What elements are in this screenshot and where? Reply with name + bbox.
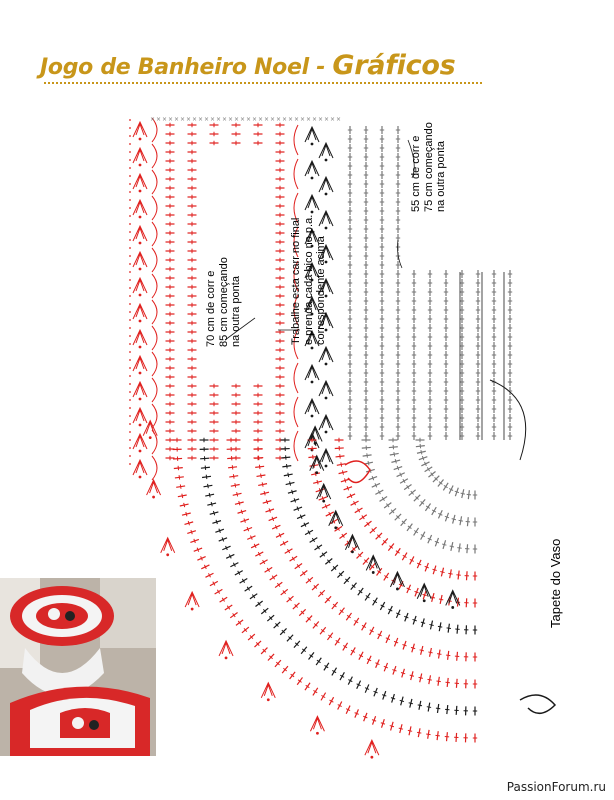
svg-text:×: × <box>258 116 264 123</box>
product-photo <box>0 578 156 756</box>
svg-text:×: × <box>222 116 228 123</box>
note-middle-line-3: correspondente acima <box>315 236 327 345</box>
note-left-line-1: 70 cm de corr e <box>205 270 217 347</box>
fan-section <box>143 421 477 759</box>
title-main: Jogo de Banheiro Noel - <box>40 55 333 80</box>
svg-text:×: × <box>312 116 318 123</box>
note-left-line-3: na outra ponta <box>230 276 242 347</box>
title-graficos: Gráficos <box>332 50 456 81</box>
svg-text:×: × <box>318 116 324 123</box>
svg-text:×: × <box>156 116 162 123</box>
svg-text:×: × <box>162 116 168 123</box>
svg-text:×: × <box>216 116 222 123</box>
svg-text:×: × <box>252 116 258 123</box>
svg-text:×: × <box>204 116 210 123</box>
svg-text:×: × <box>264 116 270 123</box>
svg-text:×: × <box>168 116 174 123</box>
note-left <box>205 257 243 347</box>
note-middle-line-1: Trabalhe esta carr no final <box>290 217 302 345</box>
note-middle <box>290 215 328 345</box>
note-right-line-1: 55 cm de corr e <box>410 135 422 212</box>
svg-text:×: × <box>210 116 216 123</box>
svg-text:×: × <box>198 116 204 123</box>
svg-text:×: × <box>276 116 282 123</box>
svg-text:×: × <box>330 116 336 123</box>
svg-text:×: × <box>282 116 288 123</box>
svg-text:×: × <box>180 116 186 123</box>
svg-text:×: × <box>150 116 156 123</box>
svg-text:×: × <box>336 116 342 123</box>
label-tapete-do-vaso: Tapete do Vaso <box>548 538 563 628</box>
note-right-line-3: na outra ponta <box>435 141 447 212</box>
note-right <box>410 122 448 212</box>
svg-text:×: × <box>228 116 234 123</box>
svg-text:×: × <box>288 116 294 123</box>
note-left-line-2: 85 cm começando <box>217 257 230 347</box>
svg-text:×: × <box>174 116 180 123</box>
svg-text:×: × <box>240 116 246 123</box>
watermark: PassionForum.ru <box>506 780 606 794</box>
svg-text:×: × <box>300 116 306 123</box>
svg-text:×: × <box>294 116 300 123</box>
svg-text:×: × <box>270 116 276 123</box>
svg-text:×: × <box>192 116 198 123</box>
svg-text:×: × <box>186 116 192 123</box>
svg-text:×: × <box>324 116 330 123</box>
note-right-line-2: 75 cm começando <box>422 122 435 212</box>
svg-text:×: × <box>306 116 312 123</box>
note-middle-line-2: e prenda cada bico no p.a. <box>302 214 315 345</box>
svg-text:×: × <box>246 116 252 123</box>
svg-text:×: × <box>234 116 240 123</box>
